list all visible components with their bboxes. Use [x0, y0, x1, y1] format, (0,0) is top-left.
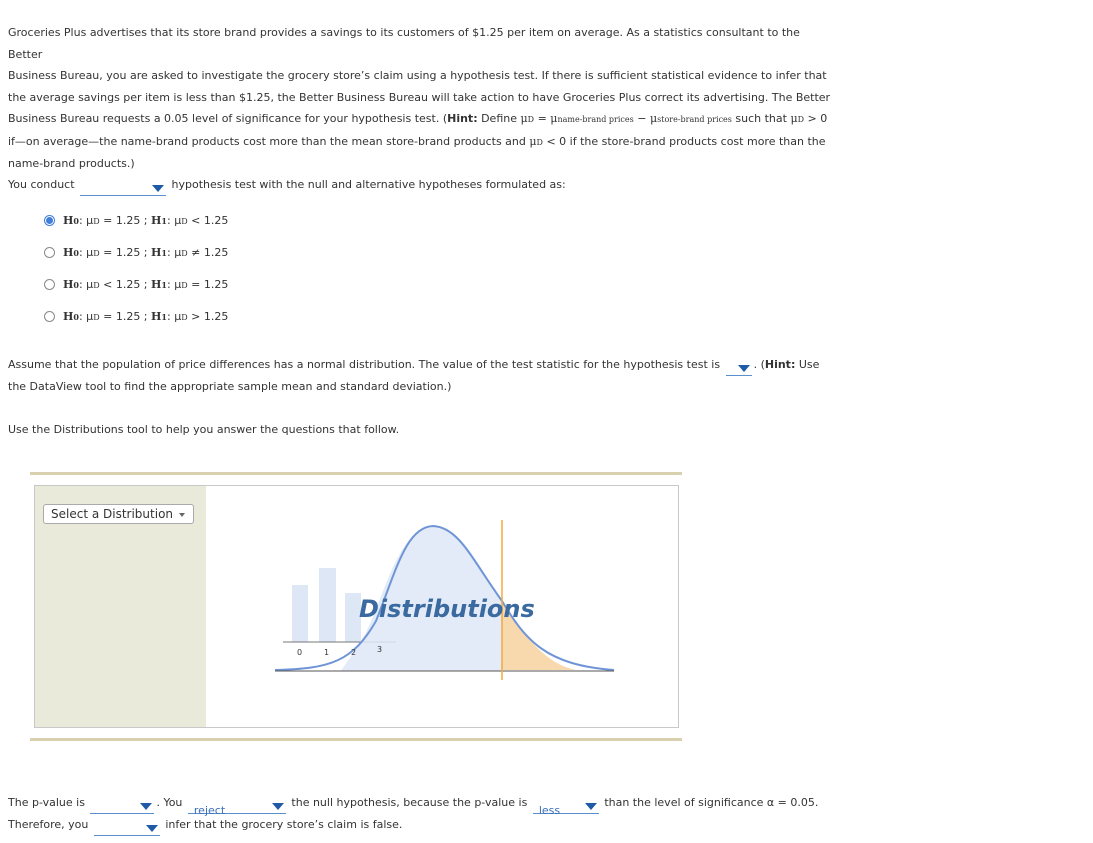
chevron-down-icon [585, 803, 597, 810]
radio-button-selected[interactable] [44, 215, 55, 226]
hypothesis-text: H0: μD = 1.25 ; H1: μD < 1.25 [63, 213, 229, 227]
hint-label: Hint: [764, 358, 796, 371]
chevron-down-icon [140, 803, 152, 810]
test-type-dropdown[interactable] [80, 182, 166, 196]
select-distribution-dropdown[interactable]: Select a Distribution [43, 504, 194, 524]
intro-line-4: Business Bureau requests a 0.05 level of significance for your hypothesis test. (Hint: Define μD = μname-brand prices − μstore-brand prices such that μD > 0 [8, 112, 828, 125]
intro-line-1: Groceries Plus advertises that its store brand provides a savings to its customers of $1.25 per item on average. As a statistics consultant to the Better [8, 26, 800, 61]
logo-tick-2: 2 [351, 648, 357, 657]
hypothesis-option-2[interactable] [44, 244, 228, 260]
distributions-tool[interactable] [34, 485, 679, 728]
hypothesis-option-1[interactable] [44, 212, 228, 228]
intro-line-3: the average savings per item is less than $1.25, the Better Business Bureau will take action to have Groceries Plus correct its advertising. The Better [8, 90, 831, 104]
chevron-down-icon [146, 825, 158, 832]
radio-button[interactable] [44, 279, 55, 290]
logo-text: Distributions [359, 595, 535, 623]
intro-line-2: Business Bureau, you are asked to investigate the grocery store’s claim using a hypothesis test. If there is sufficient statistical evidence to infer that [8, 69, 827, 82]
reject-decision-dropdown[interactable]: reject [188, 800, 286, 814]
use-tool-instruction: Use the Distributions tool to help you answer the questions that follow. [8, 423, 400, 436]
hypothesis-text: H0: μD < 1.25 ; H1: μD = 1.25 [63, 277, 229, 291]
hypothesis-option-3[interactable] [44, 276, 228, 292]
intro-line-6: name-brand products.) [8, 157, 135, 170]
hint-label: Hint: [447, 112, 478, 125]
logo-bar-0 [292, 585, 308, 642]
pvalue-dropdown[interactable] [90, 800, 154, 814]
radio-button[interactable] [44, 311, 55, 322]
intro-line-5: if—on average—the name-brand products cost more than the mean store-brand products and μD < 0 if the store-brand products cost more than the [8, 134, 826, 148]
tool-top-border [30, 472, 682, 475]
hypothesis-option-4[interactable] [44, 308, 228, 324]
tool-bottom-border [30, 738, 682, 741]
hypothesis-text: H0: μD = 1.25 ; H1: μD ≠ 1.25 [63, 245, 229, 259]
conduct-sentence: You conduct hypothesis test with the null and alternative hypotheses formulated as: [8, 174, 833, 196]
logo-tick-3: 3 [377, 645, 383, 654]
hypothesis-text: H0: μD = 1.25 ; H1: μD > 1.25 [63, 309, 229, 323]
radio-button[interactable] [44, 247, 55, 258]
logo-tick-0: 0 [297, 648, 303, 657]
logo-bar-1 [319, 568, 336, 642]
test-statistic-dropdown[interactable] [726, 362, 752, 376]
comparison-dropdown[interactable]: less [533, 800, 599, 814]
pvalue-sentence: The p-value is . You reject the null hypothesis, because the p-value is less than the level of significance α = 0.05. [8, 796, 819, 817]
conclusion-sentence: Therefore, you infer that the grocery store’s claim is false. [8, 814, 833, 836]
chevron-down-icon [272, 803, 284, 810]
problem-statement [8, 22, 833, 175]
logo-tick-1: 1 [324, 648, 330, 657]
distributions-logo [35, 486, 678, 727]
chevron-down-icon [738, 365, 750, 372]
chevron-down-icon [152, 185, 164, 192]
conclusion-dropdown[interactable] [94, 822, 160, 836]
test-statistic-sentence: Assume that the population of price differences has a normal distribution. The value of the test statistic for the hypothesis test is . (Hint: Use the DataView tool to find the appropriate sample mean and standard deviation.) [8, 358, 820, 393]
